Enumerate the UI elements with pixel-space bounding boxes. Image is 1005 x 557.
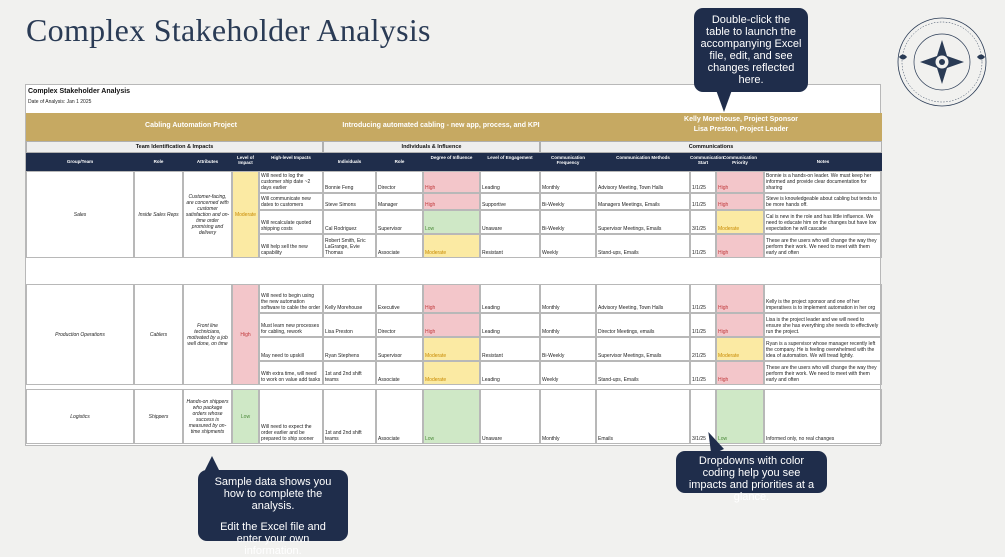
notes-cell-text: These are the users who will change the way they perform their work. We need to meet with them early and often: [766, 238, 877, 256]
frequency-cell-text: Bi-Weekly: [542, 353, 565, 359]
column-header: Individuals: [337, 159, 362, 164]
project-sponsor: Kelly Morehouse, Project Sponsor: [684, 116, 798, 123]
high-level-impact-cell[interactable]: [259, 361, 323, 385]
engagement-dropdown[interactable]: [480, 284, 540, 313]
notes-cell[interactable]: [764, 361, 882, 385]
priority-dropdown[interactable]: [716, 171, 764, 193]
group-team-cell[interactable]: [26, 171, 134, 258]
high-level-impact-cell[interactable]: [259, 234, 323, 258]
methods-cell[interactable]: [596, 389, 690, 444]
engagement-dropdown[interactable]: [480, 234, 540, 258]
start-cell[interactable]: [690, 234, 716, 258]
individual-cell[interactable]: [323, 337, 376, 361]
high-level-impact-cell-text: Will recalculate quoted shipping costs: [261, 220, 312, 232]
influence-dropdown-text: Low: [425, 436, 435, 442]
column-header: Degree of Influence: [430, 155, 473, 160]
attributes-cell-text: Customer-facing, are concerned with customer satisfaction and on-time order promising and delivery: [185, 193, 230, 236]
high-level-impact-cell-text: Will help sell the new capability: [261, 244, 308, 256]
impact-dropdown-text: Moderate: [234, 211, 257, 218]
callout-sample-data: [198, 470, 348, 557]
high-level-impact-cell[interactable]: [259, 313, 323, 337]
high-level-impact-cell-text: Will need to log the customer ship date ~2 days earlier: [261, 173, 311, 191]
individual-cell[interactable]: [323, 284, 376, 313]
engagement-dropdown[interactable]: [480, 171, 540, 193]
individual-cell[interactable]: [323, 193, 376, 210]
frequency-cell[interactable]: [540, 171, 596, 193]
high-level-impact-cell[interactable]: [259, 210, 323, 234]
influence-dropdown-text: Moderate: [425, 250, 447, 256]
influence-dropdown[interactable]: [423, 171, 480, 193]
impact-dropdown[interactable]: [232, 171, 259, 258]
callout-sample-data-text-2: Edit the Excel file and enter your own information.: [220, 521, 326, 557]
engagement-dropdown-text: Leading: [482, 329, 500, 335]
role-cell-text: Inside Sales Reps: [138, 211, 179, 218]
column-header: Level of Engagement: [487, 155, 533, 160]
individual-role-cell-text: Manager: [378, 202, 398, 208]
column-header: High-level Impacts: [271, 155, 311, 160]
influence-dropdown-text: High: [425, 329, 436, 335]
notes-cell-text: Lisa is the project leader and we will need to ensure she has everything she needs to effectively run the project.: [766, 317, 879, 335]
methods-cell-text: Emails: [598, 436, 614, 442]
engagement-dropdown-text: Leading: [482, 377, 500, 383]
individual-cell-text: Cal Rodriguez: [325, 226, 357, 232]
high-level-impact-cell[interactable]: [259, 337, 323, 361]
influence-dropdown[interactable]: [423, 284, 480, 313]
individual-role-cell-text: Director: [378, 329, 396, 335]
column-header-row: [26, 153, 882, 171]
notes-cell-text: These are the users who will change the way they perform their work. We need to meet with them early and often: [766, 365, 877, 383]
priority-dropdown[interactable]: [716, 361, 764, 385]
start-cell-text: 1/1/25: [692, 377, 706, 383]
callout-edit-table-text: Double-click the table to launch the accompanying Excel file, edit, and see changes reflected here.: [700, 14, 802, 86]
notes-cell[interactable]: [764, 313, 882, 337]
column-header: Communication Priority: [722, 155, 757, 165]
start-cell-text: 2/1/25: [692, 353, 706, 359]
influence-dropdown[interactable]: [423, 193, 480, 210]
priority-dropdown-text: High: [718, 250, 729, 256]
individual-cell[interactable]: [323, 171, 376, 193]
methods-cell[interactable]: [596, 284, 690, 313]
column-header: Communication Frequency: [550, 155, 585, 165]
methods-cell[interactable]: [596, 337, 690, 361]
start-cell-text: 1/1/25: [692, 250, 706, 256]
individual-cell-text: Bonnie Feng: [325, 185, 354, 191]
start-cell[interactable]: [690, 313, 716, 337]
influence-dropdown-text: High: [425, 305, 436, 311]
column-header: Communication Start: [690, 155, 725, 165]
influence-dropdown-text: Moderate: [425, 353, 447, 359]
priority-dropdown-text: High: [718, 329, 729, 335]
group-team-cell[interactable]: [26, 284, 134, 385]
engagement-dropdown[interactable]: [480, 337, 540, 361]
methods-cell-text: Supervisor Meetings, Emails: [598, 353, 662, 359]
attributes-cell-text: Hands-on shippers who package orders whose success is measured by on-time shipments: [186, 398, 229, 435]
column-header: Notes: [816, 159, 830, 164]
high-level-impact-cell-text: Will communicate new dates to customers: [261, 196, 311, 208]
individual-role-cell[interactable]: [376, 284, 423, 313]
notes-cell[interactable]: [764, 337, 882, 361]
frequency-cell[interactable]: [540, 313, 596, 337]
individual-role-cell-text: Supervisor: [378, 226, 402, 232]
individual-role-cell-text: Associate: [378, 377, 400, 383]
individual-cell-text: Kelly Morehouse: [325, 305, 363, 311]
stakeholder-table[interactable]: [25, 84, 881, 446]
start-cell[interactable]: [690, 193, 716, 210]
start-cell[interactable]: [690, 210, 716, 234]
notes-cell[interactable]: [764, 193, 882, 210]
individual-cell-text: Steve Simons: [325, 202, 356, 208]
methods-cell[interactable]: [596, 171, 690, 193]
group-team-cell-text: Logistics: [70, 413, 90, 420]
individual-role-cell-text: Associate: [378, 250, 400, 256]
influence-dropdown-text: High: [425, 185, 436, 191]
high-level-impact-cell[interactable]: [259, 171, 323, 193]
influence-dropdown-text: Moderate: [425, 377, 447, 383]
role-cell[interactable]: [134, 389, 183, 444]
methods-cell-text: Stand-ups, Emails: [598, 377, 639, 383]
individual-cell-text: Ryan Stephens: [325, 353, 360, 359]
callout-dropdowns-text: Dropdowns with color coding help you see impacts and priorities at a glance.: [688, 455, 815, 503]
project-description: Introducing automated cabling - new app, process, and KPI: [342, 122, 540, 129]
influence-dropdown[interactable]: [423, 361, 480, 385]
callout-tail: [204, 456, 220, 472]
column-header: Attributes: [196, 159, 219, 164]
notes-cell-text: Kelly is the project sponsor and one of her imperatives is to implement automation in her org: [766, 299, 876, 311]
high-level-impact-cell[interactable]: [259, 284, 323, 313]
influence-dropdown[interactable]: [423, 210, 480, 234]
methods-cell-text: Advisory Meeting, Town Halls: [598, 305, 664, 311]
individual-cell[interactable]: [323, 361, 376, 385]
individual-cell[interactable]: [323, 234, 376, 258]
priority-dropdown[interactable]: [716, 337, 764, 361]
frequency-cell-text: Monthly: [542, 185, 560, 191]
frequency-cell-text: Monthly: [542, 305, 560, 311]
individual-role-cell[interactable]: [376, 234, 423, 258]
priority-dropdown[interactable]: [716, 389, 764, 444]
notes-cell-text: Steve is knowledgeable about cabling but tends to be more hands off.: [766, 196, 878, 208]
methods-cell[interactable]: [596, 361, 690, 385]
role-cell-text: Shippers: [148, 413, 169, 420]
methods-cell[interactable]: [596, 234, 690, 258]
priority-dropdown[interactable]: [716, 210, 764, 234]
methods-cell[interactable]: [596, 193, 690, 210]
analysis-date: Date of Analysis: Jan 1 2025: [28, 99, 92, 105]
frequency-cell-text: Monthly: [542, 436, 560, 442]
individual-cell[interactable]: [323, 210, 376, 234]
high-level-impact-cell-text: May need to upskill: [261, 353, 304, 359]
individual-cell[interactable]: [323, 313, 376, 337]
start-cell-text: 3/1/25: [692, 226, 706, 232]
start-cell[interactable]: [690, 171, 716, 193]
frequency-cell[interactable]: [540, 361, 596, 385]
influence-dropdown[interactable]: [423, 337, 480, 361]
group-team-cell-text: Production Operations: [55, 331, 105, 338]
impact-dropdown-text: Low: [240, 413, 251, 420]
group-team-cell-text: Sales: [73, 211, 87, 218]
individual-role-cell[interactable]: [376, 389, 423, 444]
influence-dropdown-text: High: [425, 202, 436, 208]
methods-cell[interactable]: [596, 210, 690, 234]
notes-cell-text: Informed only, no real changes: [766, 436, 835, 442]
notes-cell-text: Cal is new in the role and has little influence. We need to educate him on the changes but have low expectation he will cascade: [766, 214, 877, 232]
notes-cell[interactable]: [764, 234, 882, 258]
start-cell-text: 1/1/25: [692, 185, 706, 191]
project-band: [26, 113, 882, 141]
frequency-cell-text: Monthly: [542, 329, 560, 335]
notes-cell-text: Bonnie is a hands-on leader. We must keep her informed and provide clear documentation for sharing: [766, 173, 872, 191]
engagement-dropdown-text: Supportive: [482, 202, 506, 208]
high-level-impact-cell[interactable]: [259, 193, 323, 210]
high-level-impact-cell-text: Must learn new processes for cabling, rework: [261, 323, 320, 335]
influence-dropdown[interactable]: [423, 234, 480, 258]
engagement-dropdown[interactable]: [480, 389, 540, 444]
start-cell[interactable]: [690, 361, 716, 385]
callout-sample-data-text-1: Sample data shows you how to complete the analysis.: [214, 476, 332, 512]
high-level-impact-cell-text: Will need to begin using the new automation software to cable the order: [261, 293, 321, 311]
individual-role-cell[interactable]: [376, 171, 423, 193]
frequency-cell-text: Bi-Weekly: [542, 226, 565, 232]
start-cell[interactable]: [690, 284, 716, 313]
influence-dropdown[interactable]: [423, 389, 480, 444]
individual-cell[interactable]: [323, 389, 376, 444]
callout-edit-table: [694, 8, 808, 92]
column-header: Level of Impact: [236, 155, 254, 165]
role-cell[interactable]: [134, 171, 183, 258]
section-team-identification: Team Identification & Impacts: [26, 141, 323, 153]
start-cell[interactable]: [690, 337, 716, 361]
role-cell[interactable]: [134, 284, 183, 385]
individual-cell-text: 1st and 2nd shift teams: [325, 371, 362, 383]
high-level-impact-cell-text: Will need to expect the order earlier and be prepared to ship sooner: [261, 424, 314, 442]
methods-cell[interactable]: [596, 313, 690, 337]
individual-role-cell-text: Director: [378, 185, 396, 191]
notes-cell[interactable]: [764, 171, 882, 193]
project-leader: Lisa Preston, Project Leader: [693, 126, 789, 133]
priority-dropdown[interactable]: [716, 193, 764, 210]
individual-role-cell[interactable]: [376, 210, 423, 234]
engagement-dropdown[interactable]: [480, 193, 540, 210]
callout-tail: [716, 90, 732, 112]
start-cell-text: 3/1/25: [692, 436, 706, 442]
priority-dropdown-text: High: [718, 185, 729, 191]
individual-role-cell-text: Associate: [378, 436, 400, 442]
notes-cell-text: Ryan is a supervisor whose manager recently left the company. He is feeling overwhelmed with the idea of automation. We will tread lightly.: [766, 341, 876, 359]
callout-dropdowns: [676, 451, 827, 503]
engagement-dropdown-text: Leading: [482, 185, 500, 191]
impact-dropdown[interactable]: [232, 284, 259, 385]
high-level-impact-cell[interactable]: [259, 389, 323, 444]
start-cell-text: 1/1/25: [692, 305, 706, 311]
column-header: Role: [153, 159, 164, 164]
individual-role-cell[interactable]: [376, 361, 423, 385]
individual-role-cell-text: Executive: [378, 305, 400, 311]
individual-role-cell[interactable]: [376, 193, 423, 210]
engagement-dropdown-text: Unaware: [482, 436, 503, 442]
frequency-cell[interactable]: [540, 193, 596, 210]
individual-cell-text: Lisa Preston: [325, 329, 353, 335]
engagement-dropdown-text: Resistant: [482, 353, 503, 359]
notes-cell[interactable]: [764, 389, 882, 444]
methods-cell-text: Stand-ups, Emails: [598, 250, 639, 256]
engagement-dropdown[interactable]: [480, 210, 540, 234]
column-header: Communication Methods: [616, 155, 670, 160]
engagement-dropdown-text: Resistant: [482, 250, 503, 256]
methods-cell-text: Director Meetings, emails: [598, 329, 655, 335]
priority-dropdown-text: High: [718, 377, 729, 383]
priority-dropdown[interactable]: [716, 284, 764, 313]
frequency-cell[interactable]: [540, 284, 596, 313]
page-title: Complex Stakeholder Analysis: [26, 12, 431, 48]
start-cell-text: 1/1/25: [692, 202, 706, 208]
project-name: Cabling Automation Project: [145, 122, 237, 129]
priority-dropdown[interactable]: [716, 313, 764, 337]
frequency-cell[interactable]: [540, 337, 596, 361]
column-header: Role: [394, 159, 405, 164]
individual-role-cell[interactable]: [376, 313, 423, 337]
influence-dropdown[interactable]: [423, 313, 480, 337]
impact-dropdown[interactable]: [232, 389, 259, 444]
attributes-cell[interactable]: [183, 389, 232, 444]
priority-dropdown-text: Low: [718, 436, 728, 442]
priority-dropdown-text: High: [718, 202, 729, 208]
attributes-cell-text: Front line technicians, motivated by a job well done, on time: [187, 322, 228, 347]
frequency-cell[interactable]: [540, 234, 596, 258]
engagement-dropdown[interactable]: [480, 361, 540, 385]
methods-cell-text: Advisory Meeting, Town Halls: [598, 185, 664, 191]
attributes-cell[interactable]: [183, 171, 232, 258]
attributes-cell[interactable]: [183, 284, 232, 385]
influence-dropdown-text: Low: [425, 226, 435, 232]
individual-role-cell[interactable]: [376, 337, 423, 361]
frequency-cell-text: Weekly: [542, 377, 559, 383]
group-team-cell[interactable]: [26, 389, 134, 444]
section-communications: Communications: [540, 141, 882, 153]
priority-dropdown[interactable]: [716, 234, 764, 258]
frequency-cell-text: Weekly: [542, 250, 559, 256]
priority-dropdown-text: Moderate: [718, 353, 740, 359]
priority-dropdown-text: Moderate: [718, 226, 740, 232]
sheet-title: Complex Stakeholder Analysis: [28, 88, 131, 95]
frequency-cell[interactable]: [540, 210, 596, 234]
column-header: Group/Team: [66, 159, 94, 164]
community-of-changemakers-logo: [889, 12, 995, 112]
notes-cell[interactable]: [764, 284, 882, 313]
section-individuals-influence: Individuals & Influence: [323, 141, 540, 153]
individual-cell-text: Robert Smith, Eric LaGrange, Evie Thomas: [325, 238, 366, 256]
impact-dropdown-text: High: [240, 331, 251, 338]
individual-role-cell-text: Supervisor: [378, 353, 402, 359]
high-level-impact-cell-text: With extra time, will need to work on value add tasks: [261, 371, 321, 383]
engagement-dropdown[interactable]: [480, 313, 540, 337]
role-cell-text: Cablers: [149, 331, 168, 338]
start-cell-text: 1/1/25: [692, 329, 706, 335]
priority-dropdown-text: High: [718, 305, 729, 311]
frequency-cell[interactable]: [540, 389, 596, 444]
individual-cell-text: 1st and 2nd shift teams: [325, 430, 362, 442]
notes-cell[interactable]: [764, 210, 882, 234]
frequency-cell-text: Bi-Weekly: [542, 202, 565, 208]
methods-cell-text: Managers Meetings, Emails: [598, 202, 660, 208]
engagement-dropdown-text: Unaware: [482, 226, 503, 232]
methods-cell-text: Supervisor Meetings, Emails: [598, 226, 662, 232]
engagement-dropdown-text: Leading: [482, 305, 500, 311]
